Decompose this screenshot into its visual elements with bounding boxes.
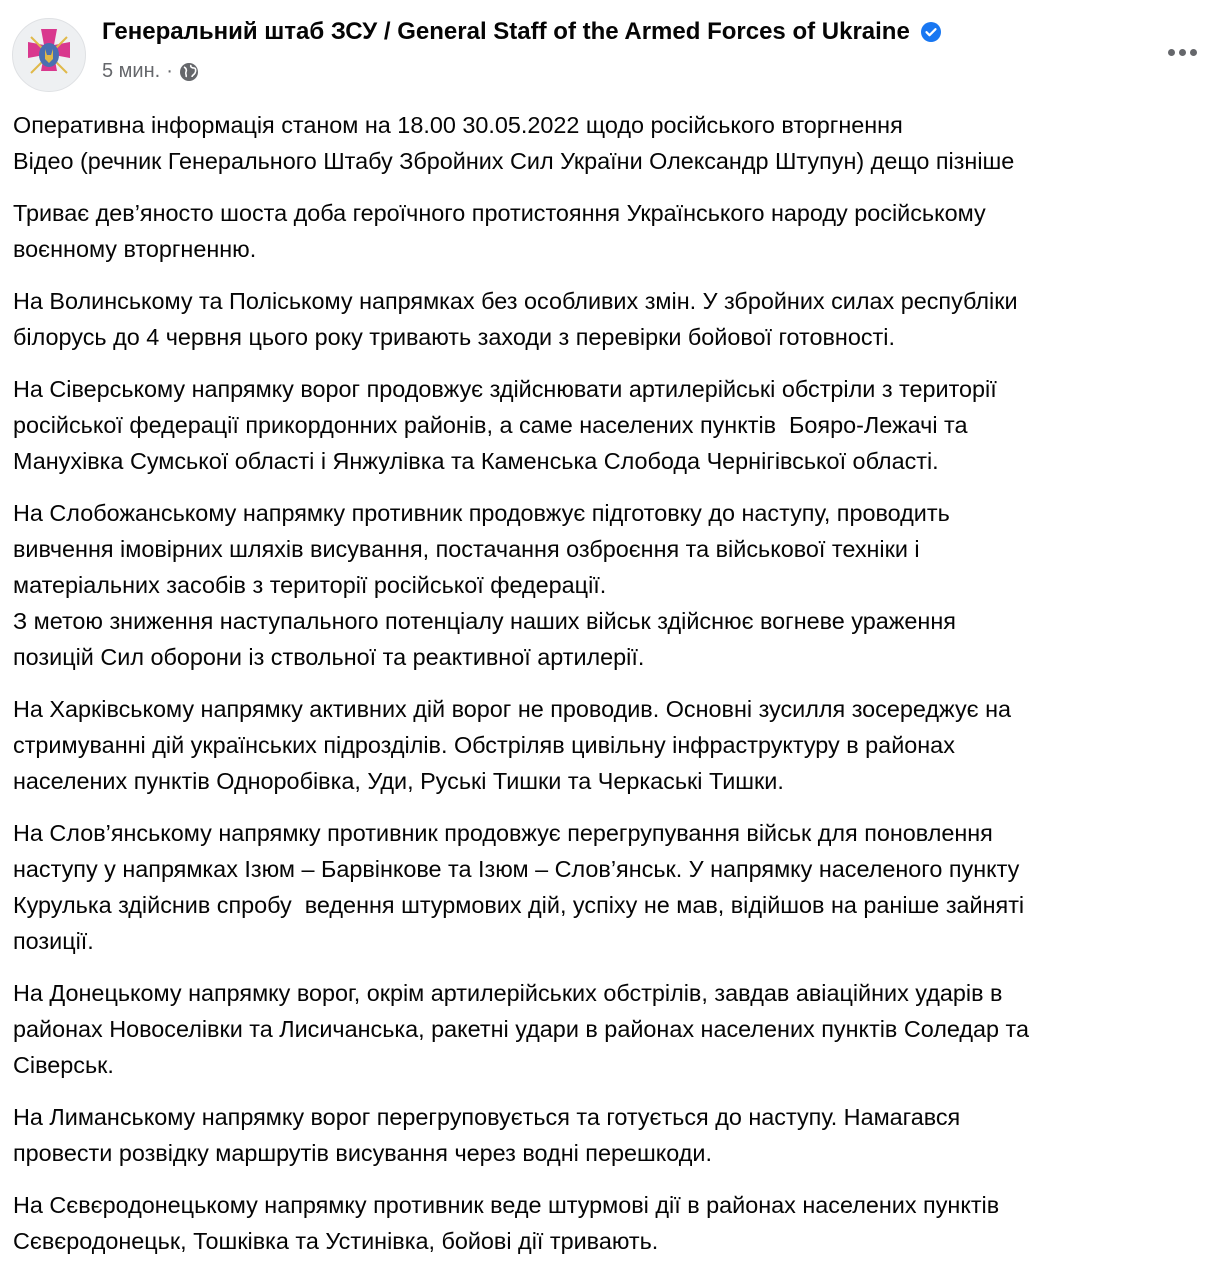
text-line: населених пунктів Одноробівка, Уди, Руські Тишки та Черкаські Тишки. xyxy=(13,768,784,794)
text-line: позиції. xyxy=(13,928,94,954)
text-line: воєнному вторгненню. xyxy=(13,236,257,262)
post-paragraph xyxy=(13,107,1029,179)
text-line: На Донецькому напрямку ворог, окрім артилерійських обстрілів, завдав авіаційних ударів в xyxy=(13,980,1003,1006)
text-line: На Харківському напрямку активних дій ворог не проводив. Основні зусилля зосереджує на xyxy=(13,696,1011,722)
text-line: На Слобожанському напрямку противник продовжує підготовку до наступу, проводить xyxy=(13,500,950,526)
more-options-icon xyxy=(1168,49,1175,56)
text-line: На Лиманському напрямку ворог перегруповується та готується до наступу. Намагався xyxy=(13,1104,961,1130)
text-line: На Слов’янському напрямку противник продовжує перегрупування військ для поновлення xyxy=(13,820,993,846)
post-meta xyxy=(102,60,199,83)
more-options-button[interactable] xyxy=(1162,40,1202,64)
text-line: На Сєвєродонецькому напрямку противник веде штурмові дії в районах населених пунктів xyxy=(13,1192,1000,1218)
verified-badge-icon xyxy=(920,21,942,43)
post-paragraph xyxy=(13,495,1029,675)
text-line: позицій Сил оборони із ствольної та реактивної артилерії. xyxy=(13,644,645,670)
post-header xyxy=(0,0,1230,100)
post-paragraph xyxy=(13,975,1029,1083)
text-line: Сєвєродонецьк, Тошківка та Устинівка, бойові дії тривають. xyxy=(13,1228,659,1254)
page-avatar[interactable] xyxy=(12,18,86,92)
more-options-icon xyxy=(1190,49,1197,56)
text-line: Відео (речник Генерального Штабу Збройних Сил України Олександр Штупун) дещо пізніше xyxy=(13,148,1015,174)
text-line: На Волинському та Поліському напрямках без особливих змін. У збройних силах республіки xyxy=(13,288,1018,314)
post-text xyxy=(13,107,1029,1275)
text-line: Триває дев’яносто шоста доба героїчного протистояння Українського народу російському xyxy=(13,200,986,226)
more-options-icon xyxy=(1179,49,1186,56)
text-line: наступу у напрямках Ізюм – Барвінкове та Ізюм – Слов’янськ. У напрямку населеного пункту xyxy=(13,856,1020,882)
post-paragraph xyxy=(13,691,1029,799)
post-paragraph xyxy=(13,1187,1029,1259)
text-line: З метою зниження наступального потенціалу наших військ здійснює вогневе ураження xyxy=(13,608,956,634)
text-line: Оперативна інформація станом на 18.00 30.05.2022 щодо російського вторгнення xyxy=(13,112,903,138)
post-timestamp[interactable]: 5 мин. xyxy=(102,60,161,82)
meta-separator: · xyxy=(166,60,173,82)
author-name[interactable]: Генеральний штаб ЗСУ / General Staff of the Armed Forces of Ukraine xyxy=(102,18,910,45)
text-line: На Сіверському напрямку ворог продовжує здійснювати артилерійські обстріли з території xyxy=(13,376,997,402)
post-paragraph xyxy=(13,815,1029,959)
page-name-link[interactable] xyxy=(102,18,942,46)
post-paragraph xyxy=(13,371,1029,479)
post-paragraph xyxy=(13,195,1029,267)
armed-forces-emblem-icon xyxy=(13,19,85,91)
text-line: стримуванні дій українських підрозділів. Обстріляв цивільну інфраструктуру в районах xyxy=(13,732,955,758)
text-line: Курулька здійснив спробу ведення штурмових дій, успіху не мав, відійшов на раніше зайняті xyxy=(13,892,1025,918)
text-line: російської федерації прикордонних районів, а саме населених пунктів Бояро-Лежачі та xyxy=(13,412,968,438)
post-paragraph xyxy=(13,1099,1029,1171)
text-line: білорусь до 4 червня цього року тривають заходи з перевірки бойової готовності. xyxy=(13,324,895,350)
text-line: матеріальних засобів з території російської федерації. xyxy=(13,572,607,598)
globe-icon[interactable] xyxy=(179,62,199,82)
text-line: вивчення імовірних шляхів висування, постачання озброєння та військової техніки і xyxy=(13,536,920,562)
text-line: районах Новоселівки та Лисичанська, ракетні удари в районах населених пунктів Соледар та xyxy=(13,1016,1029,1042)
text-line: провести розвідку маршрутів висування через водні перешкоди. xyxy=(13,1140,712,1166)
text-line: Манухівка Сумської області і Янжулівка та Каменська Слобода Чернігівської області. xyxy=(13,448,939,474)
text-line: Сіверськ. xyxy=(13,1052,114,1078)
post-paragraph xyxy=(13,283,1029,355)
